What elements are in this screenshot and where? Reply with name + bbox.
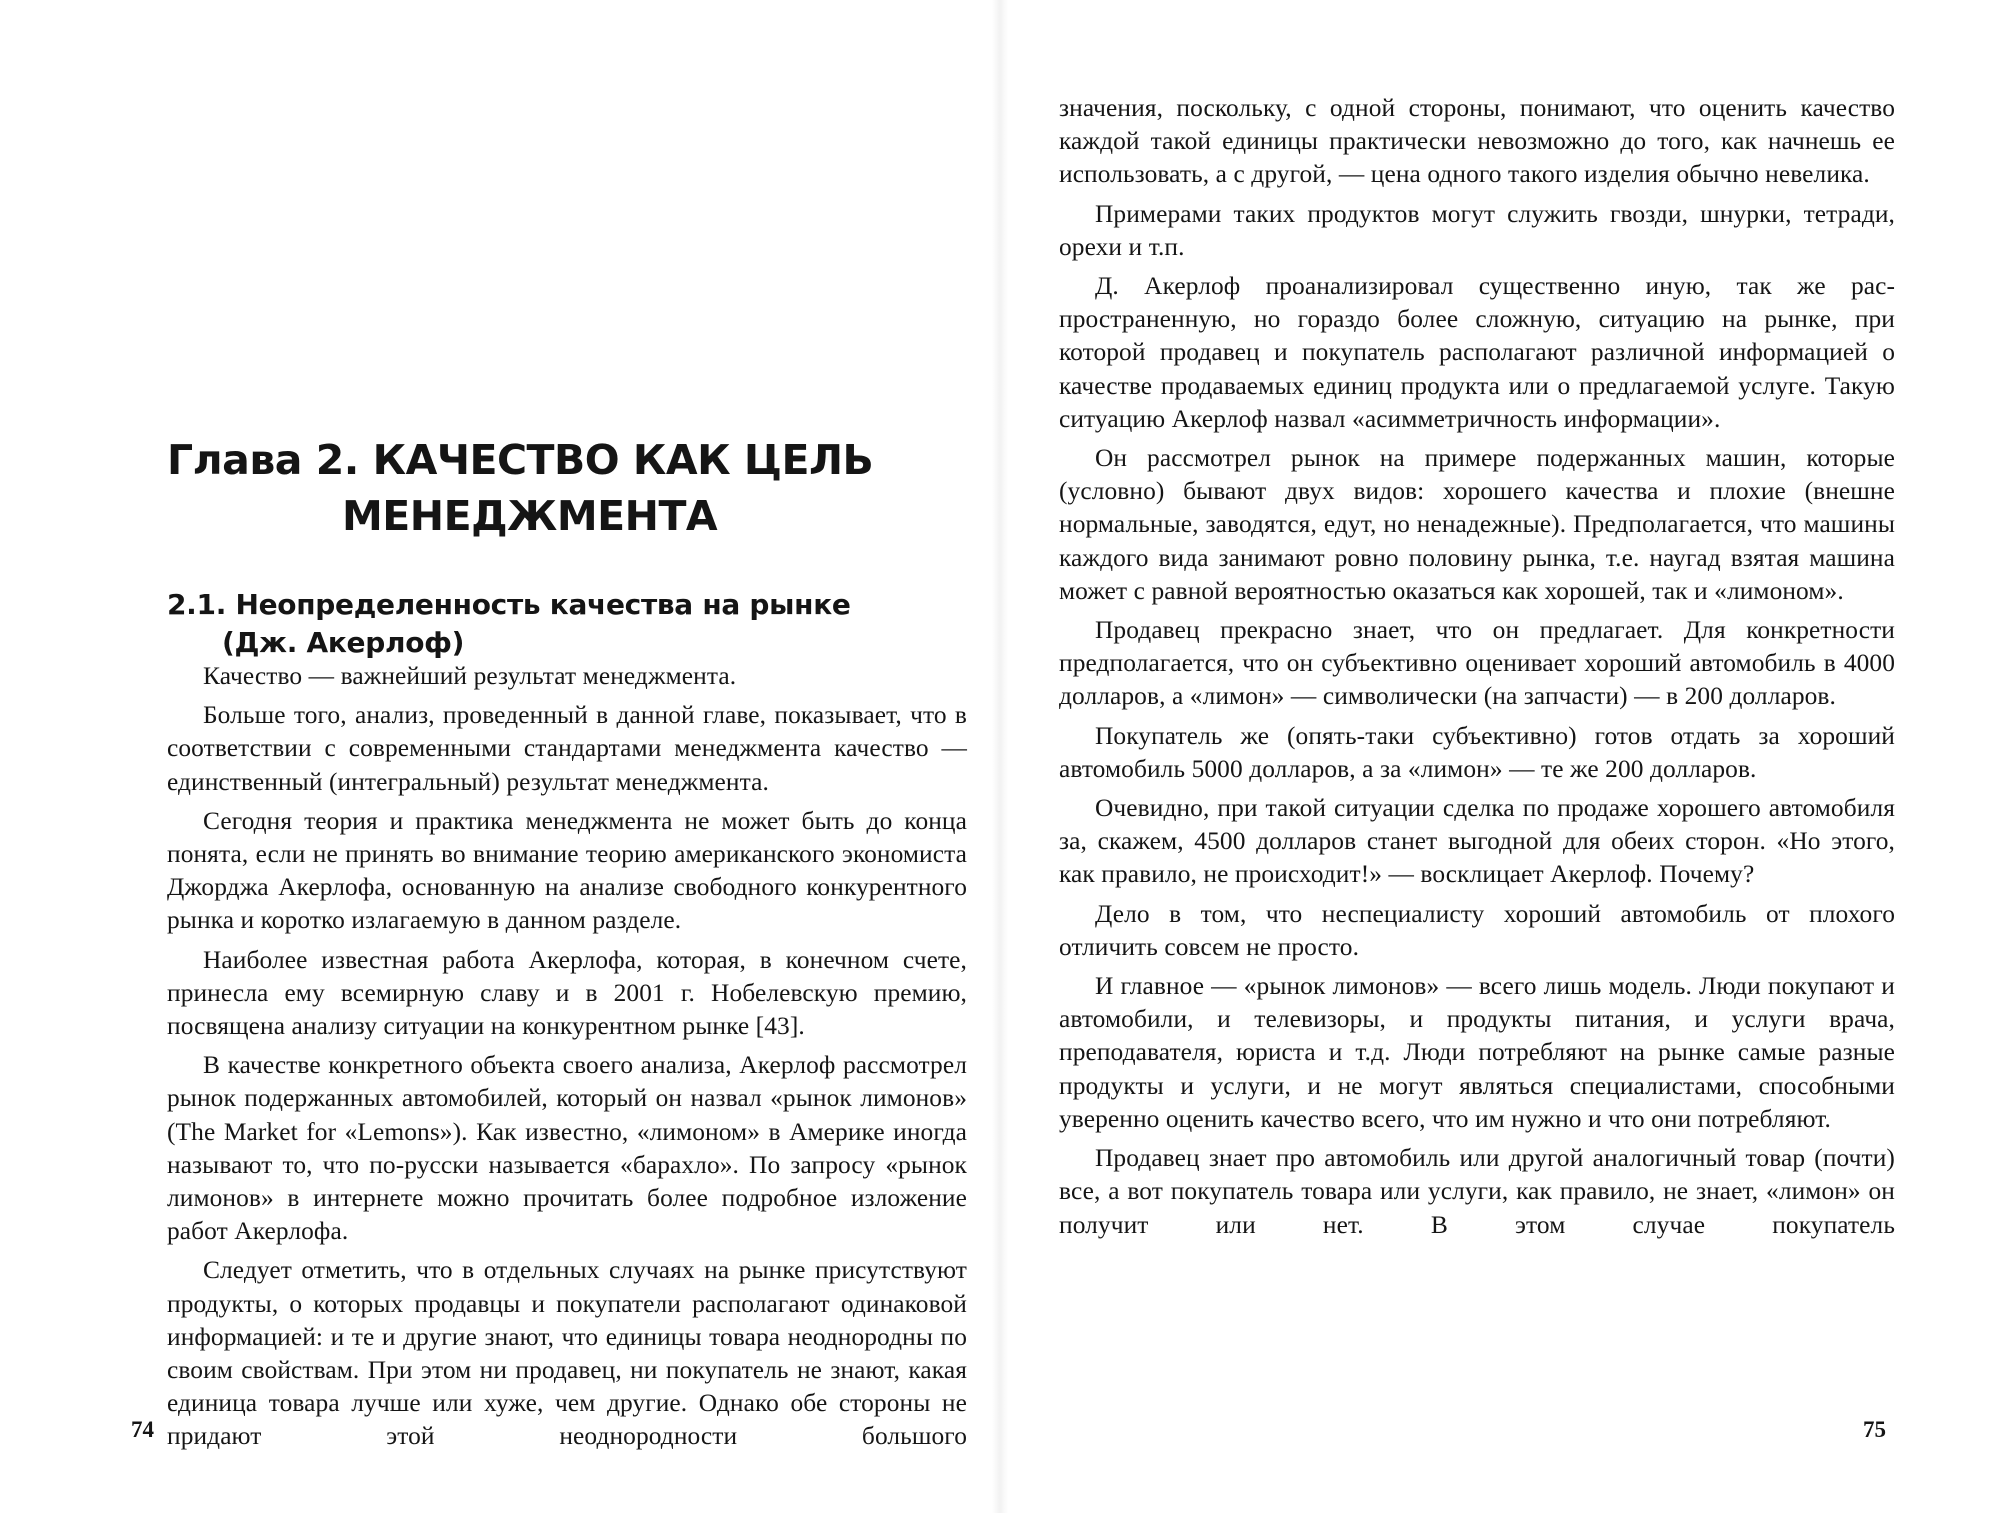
paragraph: Больше того, анализ, проведенный в данной главе, показывает, что в соответствии с современными стандартами менеджмента качество — единственный (интегральный) результат менеджмента.	[167, 701, 967, 796]
paragraph: Сегодня теория и практика менеджмента не может быть до конца понята, если не принять во внимание теорию американского экономиста Джорджа Акерлофа, основанную на анализе свободного конкурентного рынка и коротко излагаемую в данном разделе.	[167, 806, 967, 935]
paragraph: Он рассмотрел рынок на примере подержанных машин, которые (условно) бывают двух видов: хорошего качества и плохие (внешне нормальные, заводятся, едут, но ненадежные). Предполагается, что машины каждого вида занимают ровно половину рынка, т.е. наугад взятая машина может с равной вероятностью оказаться как хорошей, так и «лимоном».	[1059, 444, 1895, 605]
paragraph: Наиболее известная работа Акерлофа, которая, в конечном счете, принесла ему всемирную славу и в 2001 г. Нобелевскую премию, посвящена анализу ситуации на конкурентном рынке [43].	[167, 945, 967, 1041]
paragraph: И главное — «рынок лимонов» — всего лишь модель. Люди покупают и автомобили, и телевизоры, и продукты питания, и услуги врача, преподавателя, юриста и т.д. Люди потребляют на рынке самые разные продукты и услуги, и не могут являться специалистами, способными уверенно оценить качество всего, что им нужно и что они потребляют.	[1059, 972, 1895, 1133]
chapter-title-line-1: Глава 2. КАЧЕСТВО КАК ЦЕЛЬ	[167, 436, 874, 484]
page-number: 74	[131, 1417, 154, 1442]
paragraph: значения, поскольку, с одной стороны, понимают, что оценить качество каждой такой единицы практически невозможно до того, как начнешь ее использовать, а с другой, — цена одного такого изделия обычно невелика.	[1059, 94, 1895, 189]
paragraph: Очевидно, при такой ситуации сделка по продаже хорошего автомобиля за, скажем, 4500 долларов станет выгодной для обеих сторон. «Но этого, как правило, не происходит!» — восклицает Акерлоф. Почему?	[1059, 794, 1895, 889]
page-number: 75	[1863, 1417, 1886, 1442]
paragraph: Следует отметить, что в отдельных случаях на рынке присутствуют продукты, о которых продавцы и покупатели располагают одинаковой информацией: и те и другие знают, что единицы товара неоднородны по своим свойствам. При этом ни продавец, ни покупатель не знают, какая единица товара лучше или хуже, чем другие. Однако обе стороны не придают этой неоднородности большого	[167, 1256, 967, 1451]
chapter-title	[167, 432, 927, 544]
chapter-title-line-2: МЕНЕДЖМЕНТА	[342, 492, 718, 540]
section-title-line-2: (Дж. Акерлоф)	[222, 626, 465, 659]
paragraph: Покупатель же (опять-таки субъективно) готов отдать за хороший автомобиль 5000 долларов, а за «лимон» — те же 200 долларов.	[1059, 721, 1895, 783]
section-title-line-1: 2.1. Неопределенность качества на рынке	[167, 588, 851, 621]
paragraph: Продавец прекрасно знает, что он предлагает. Для конкретности предполагается, что он субъективно оценивает хороший автомобиль в 4000 долларов, а «лимон» — символически (на запчасти) — в 200 долларов.	[1059, 616, 1895, 711]
left-page-body	[167, 660, 967, 1460]
paragraph: В качестве конкретного объекта своего анализа, Акерлоф рассмотрел рынок подержанных автомобилей, который он назвал «рынок лимонов» (The Market for «Lemons»). Как известно, «лимоном» в Америке иногда называют то, что по-русски называется «барахло». По запросу «рынок лимонов» в интернете можно прочитать более подробное изложение работ Акерлофа.	[167, 1051, 967, 1246]
paragraph: Примерами таких продуктов могут служить гвозди, шнурки, тетради, орехи и т.п.	[1059, 199, 1895, 261]
right-page-body	[1059, 92, 1895, 1248]
paragraph: Продавец знает про автомобиль или другой аналогичный товар (почти) все, а вот покупатель товара или услуги, как правило, не знает, «лимон» он получит или нет. В этом случае покупатель	[1059, 1144, 1895, 1239]
paragraph: Качество — важнейший результат менеджмента.	[203, 662, 737, 690]
section-title	[167, 586, 927, 662]
right-page	[1000, 0, 2000, 1513]
paragraph: Д. Акерлоф проанализировал существенно иную, так же распространенную, но гораздо более сложную, ситуацию на рынке, при которой продавец и покупатель располагают различной информацией о качестве продаваемых единиц продукта или о предлагаемой услуге. Такую ситуацию Акерлоф назвал «асимметричность информации».	[1059, 272, 1895, 433]
paragraph: Дело в том, что неспециалисту хороший автомобиль от плохого отличить совсем не просто.	[1059, 899, 1895, 961]
